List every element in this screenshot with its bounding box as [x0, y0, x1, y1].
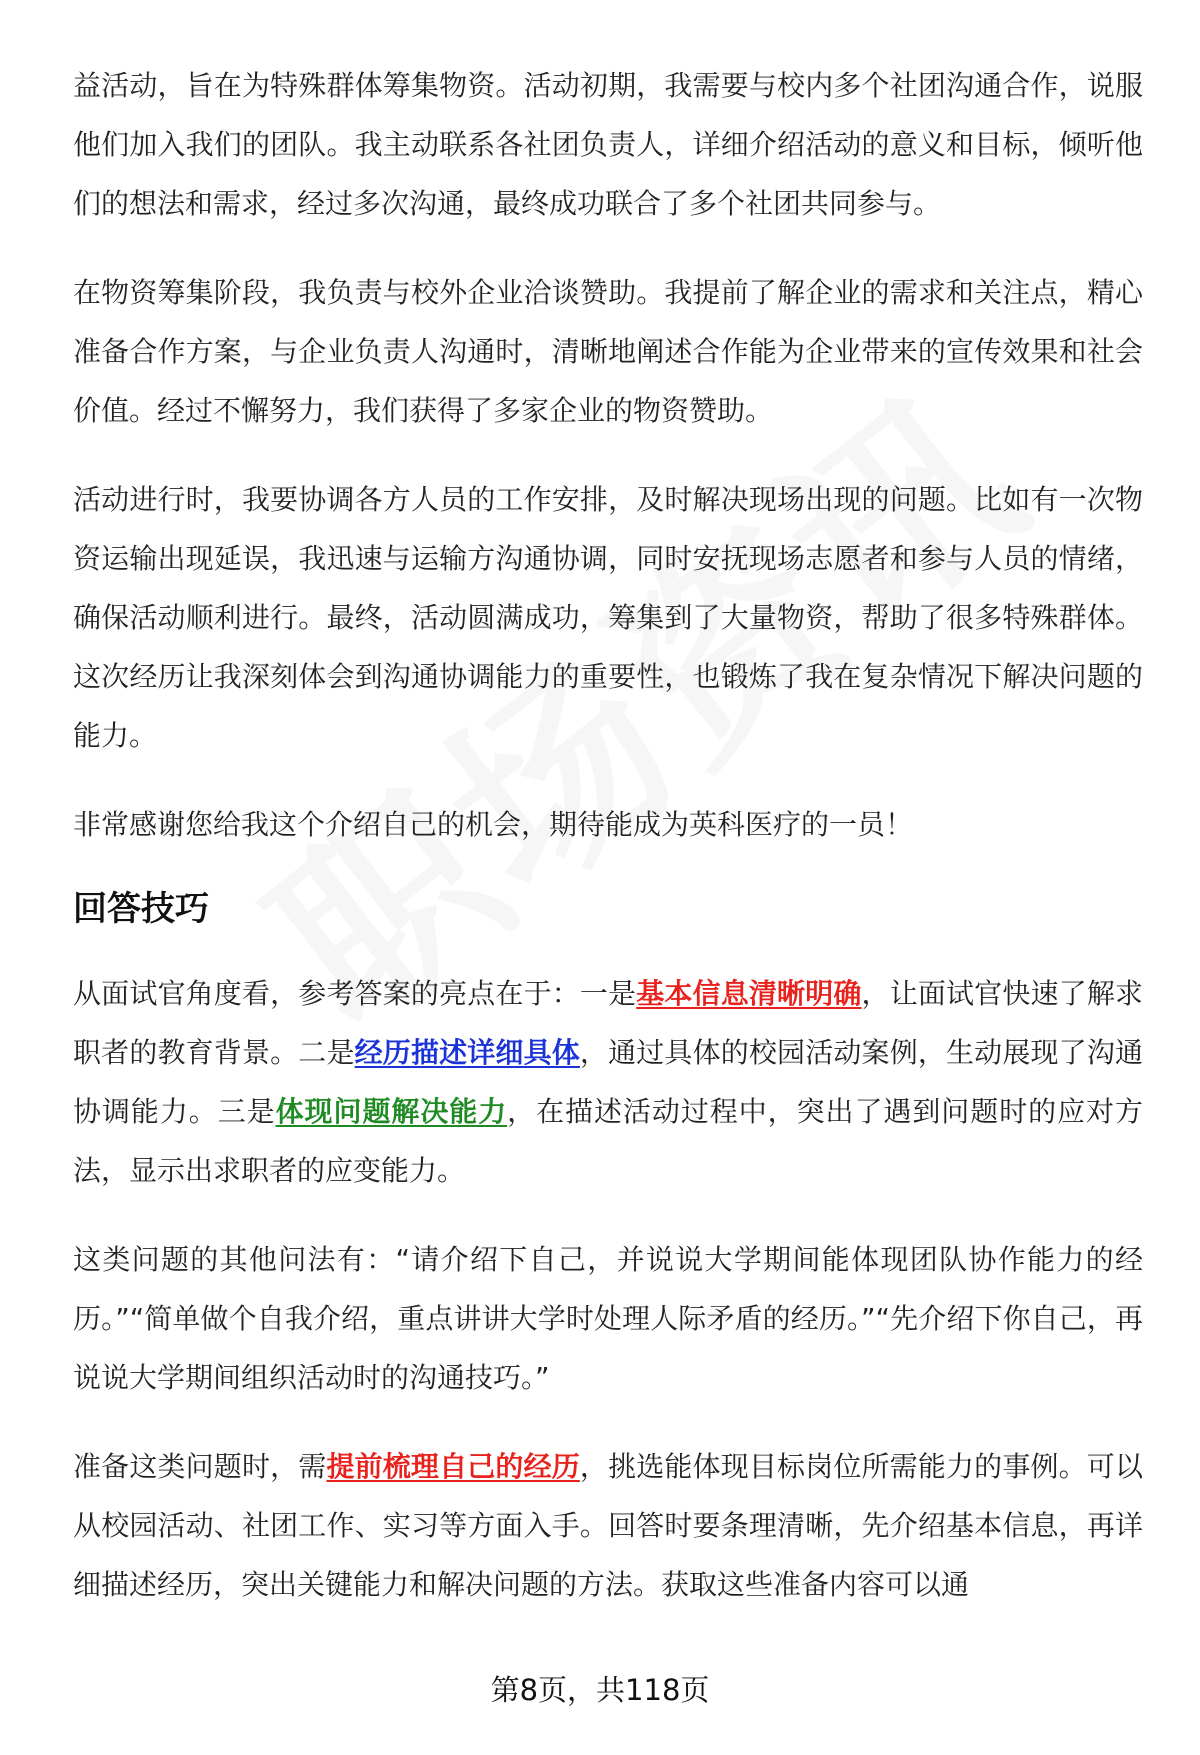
paragraph-3: 活动进行时，我要协调各方人员的工作安排，及时解决现场出现的问题。比如有一次物资运输出现延误，我迅速与运输方沟通协调，同时安抚现场志愿者和参与人员的情绪，确保活动顺利进行。最终，活动圆满成功，筹集到了大量物资，帮助了很多特殊群体。这次经历让我深刻体会到沟通协调能力的重要性，也锻炼了我在复杂情况下解决问题的能力。	[73, 483, 1143, 752]
highlight-experience-detail: 经历描述详细具体	[354, 1036, 580, 1069]
highlight-review-experience: 提前梳理自己的经历	[326, 1450, 580, 1483]
document-body	[73, 56, 1143, 1644]
highlight-problem-solving: 体现问题解决能力	[275, 1095, 508, 1128]
text-span: ，挑选能体现目标岗位所需能力的事例。可以从校园活动、社团工作、实习等方面入手。回答时要条理清晰，先介绍基本信息，再详细描述经历，突出关键能力和解决问题的方法。获取这些准备内容可以通	[73, 1450, 1143, 1601]
paragraph-closing: 非常感谢您给我这个介绍自己的机会，期待能成为英科医疗的一员！	[73, 808, 914, 841]
tips-paragraph-preparation	[73, 1437, 1143, 1614]
text-span: 准备这类问题时，需	[73, 1450, 327, 1483]
text-span: 从面试官角度看，参考答案的亮点在于：一是	[73, 977, 637, 1010]
paragraph-2: 在物资筹集阶段，我负责与校外企业洽谈赞助。我提前了解企业的需求和关注点，精心准备合作方案，与企业负责人沟通时，清晰地阐述合作能为企业带来的宣传效果和社会价值。经过不懈努力，我们获得了多家企业的物资赞助。	[73, 276, 1143, 427]
page-number: 第8页，共118页	[490, 1673, 710, 1707]
text-span: ，通过具体的校园活动案例，生动展现了沟通协调能力。三是	[73, 1036, 1143, 1128]
tips-paragraph-highlights	[73, 964, 1143, 1200]
tips-paragraph-alternatives: 这类问题的其他问法有：“请介绍下自己，并说说大学期间能体现团队协作能力的经历。”“简单做个自我介绍，重点讲讲大学时处理人际矛盾的经历。”“先介绍下你自己，再说说大学期间组织活动时的沟通技巧。”	[73, 1243, 1143, 1394]
text-span: ，在描述活动过程中，突出了遇到问题时的应对方法，显示出求职者的应变能力。	[73, 1095, 1143, 1187]
section-title: 回答技巧	[73, 889, 209, 929]
paragraph-1: 益活动，旨在为特殊群体筹集物资。活动初期，我需要与校内多个社团沟通合作，说服他们加入我们的团队。我主动联系各社团负责人，详细介绍活动的意义和目标，倾听他们的想法和需求，经过多次沟通，最终成功联合了多个社团共同参与。	[73, 69, 1143, 220]
text-span: ，让面试官快速了解求职者的教育背景。二是	[73, 977, 1143, 1069]
highlight-basic-info: 基本信息清晰明确	[636, 977, 862, 1010]
